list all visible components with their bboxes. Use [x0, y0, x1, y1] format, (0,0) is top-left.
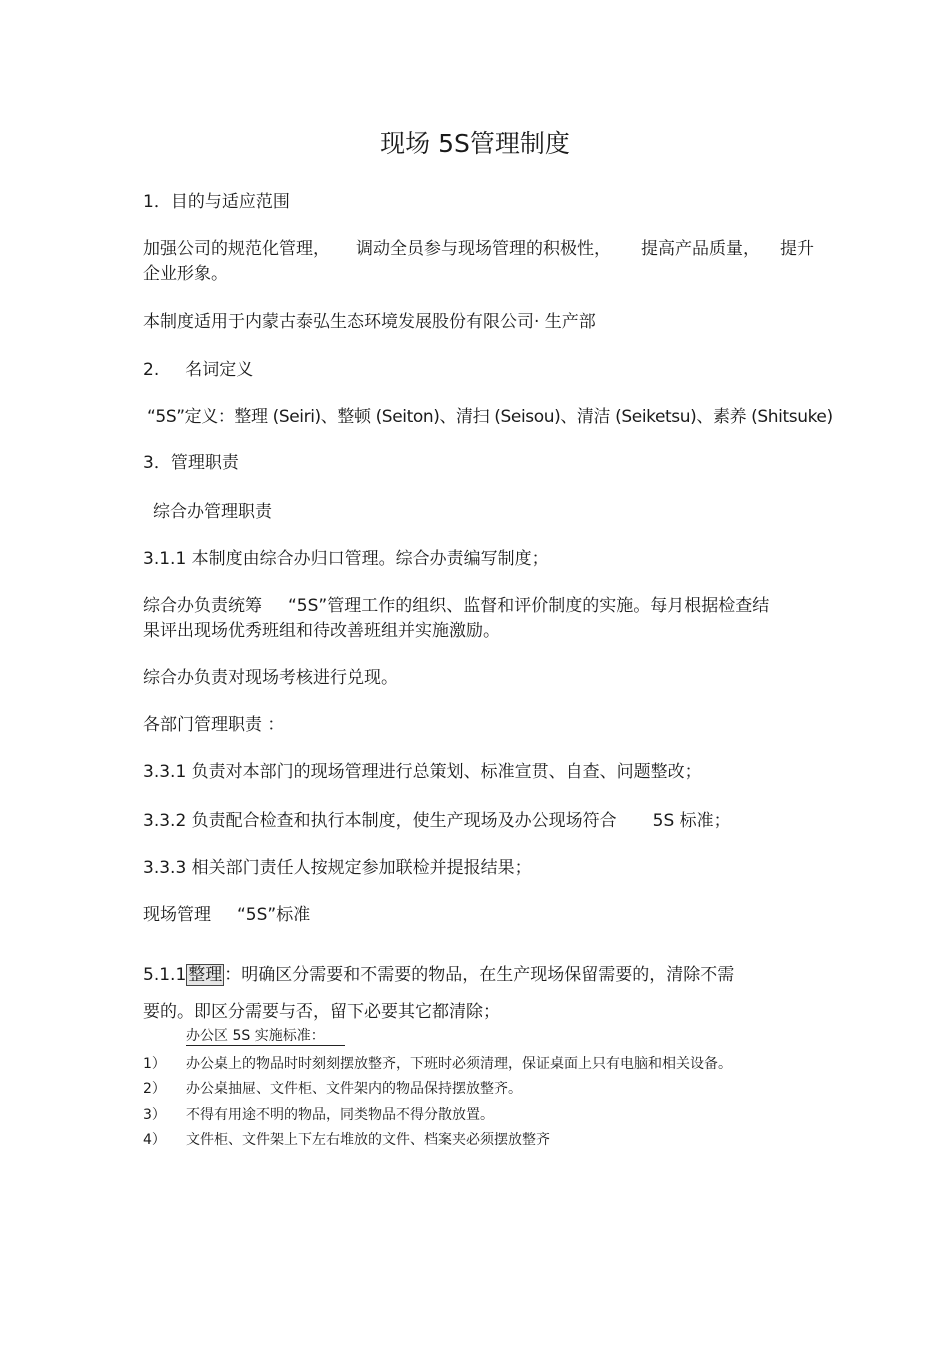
paragraph-fragment: 5S 标准；: [652, 811, 731, 831]
office-standard-heading: [186, 1027, 345, 1046]
section-3-3-heading: 各部门管理职责 ：: [143, 715, 285, 735]
clause-3-1-2: [143, 594, 769, 618]
section-1-paragraph-1: [143, 237, 814, 261]
clause-3-1-1: 3.1.1 本制度由综合办归口管理。综合办责编写制度；: [143, 549, 549, 569]
section-5-heading: [143, 903, 310, 927]
list-item: 不得有用途不明的物品，同类物品不得分散放置。: [186, 1107, 494, 1123]
clause-5-1-1-line-2: 要的。即区分需要与否，留下必要其它都清除；: [143, 1002, 500, 1022]
paragraph-fragment: 提高产品质量，: [641, 239, 760, 259]
list-item-number: 3）: [143, 1107, 166, 1123]
clause-3-1-2-line-2: 果评出现场优秀班组和待改善班组并实施激励。: [143, 621, 500, 641]
paragraph-fragment: 提升: [780, 239, 814, 259]
paragraph-fragment: 现场管理: [143, 905, 211, 925]
list-item: 办公桌抽屉、文件柜、文件架内的物品保持摆放整齐。: [186, 1081, 522, 1097]
paragraph-fragment: 加强公司的规范化管理，: [143, 239, 330, 259]
section-3-1-heading: 综合办管理职责: [153, 502, 272, 522]
5s-definition: “5S”定义：整理 (Seiri)、整顿 (Seiton)、清扫 (Seisou)、清洁 (Seiketsu)、素养 (Shitsuke): [147, 407, 833, 427]
section-1-heading: 1．目的与适应范围: [143, 192, 290, 212]
clause-5-1-1: [143, 963, 734, 987]
paragraph-fragment: “5S”管理工作的组织、监督和评价制度的实施。每月根据检查结: [288, 596, 770, 616]
clause-3-3-2: [143, 809, 731, 833]
document-title: 现场 5S管理制度: [380, 129, 570, 158]
highlighted-term: 整理: [188, 965, 223, 985]
clause-3-3-3: 3.3.3 相关部门责任人按规定参加联检并提报结果；: [143, 858, 532, 878]
paragraph-fragment: 3.3.2 负责配合检查和执行本制度，使生产现场及办公现场符合: [143, 811, 617, 831]
paragraph-fragment: 调动全员参与现场管理的积极性，: [356, 239, 611, 259]
paragraph-fragment: 综合办负责统筹: [143, 596, 262, 616]
list-item-number: 1）: [143, 1056, 166, 1072]
section-heading-text: 名词定义: [185, 360, 254, 380]
clause-3-3-1: 3.3.1 负责对本部门的现场管理进行总策划、标准宣贯、自查、问题整改；: [143, 762, 702, 782]
section-2-heading: [143, 358, 253, 382]
list-item: 文件柜、文件架上下左右堆放的文件、档案夹必须摆放整齐: [186, 1132, 550, 1148]
section-1-paragraph-1-line-2: 企业形象。: [143, 264, 228, 284]
list-item-number: 2）: [143, 1081, 166, 1097]
section-number: 2.: [143, 360, 160, 380]
paragraph-fragment: “5S”标准: [237, 905, 311, 925]
section-1-paragraph-2: 本制度适用于内蒙古泰弘生态环境发展股份有限公司· 生产部: [143, 312, 596, 332]
paragraph-fragment: ：明确区分需要和不需要的物品，在生产现场保留需要的，清除不需: [224, 965, 735, 985]
section-3-heading: 3．管理职责: [143, 453, 239, 473]
clause-3-1-3: 综合办负责对现场考核进行兑现。: [143, 668, 398, 688]
list-item: 办公桌上的物品时时刻刻摆放整齐，下班时必须清理，保证桌面上只有电脑和相关设备。: [186, 1056, 732, 1072]
list-item-number: 4）: [143, 1132, 166, 1148]
clause-number: 5.1.1: [143, 965, 187, 985]
office-heading-text: 办公区 5S 实施标准：: [186, 1027, 345, 1046]
